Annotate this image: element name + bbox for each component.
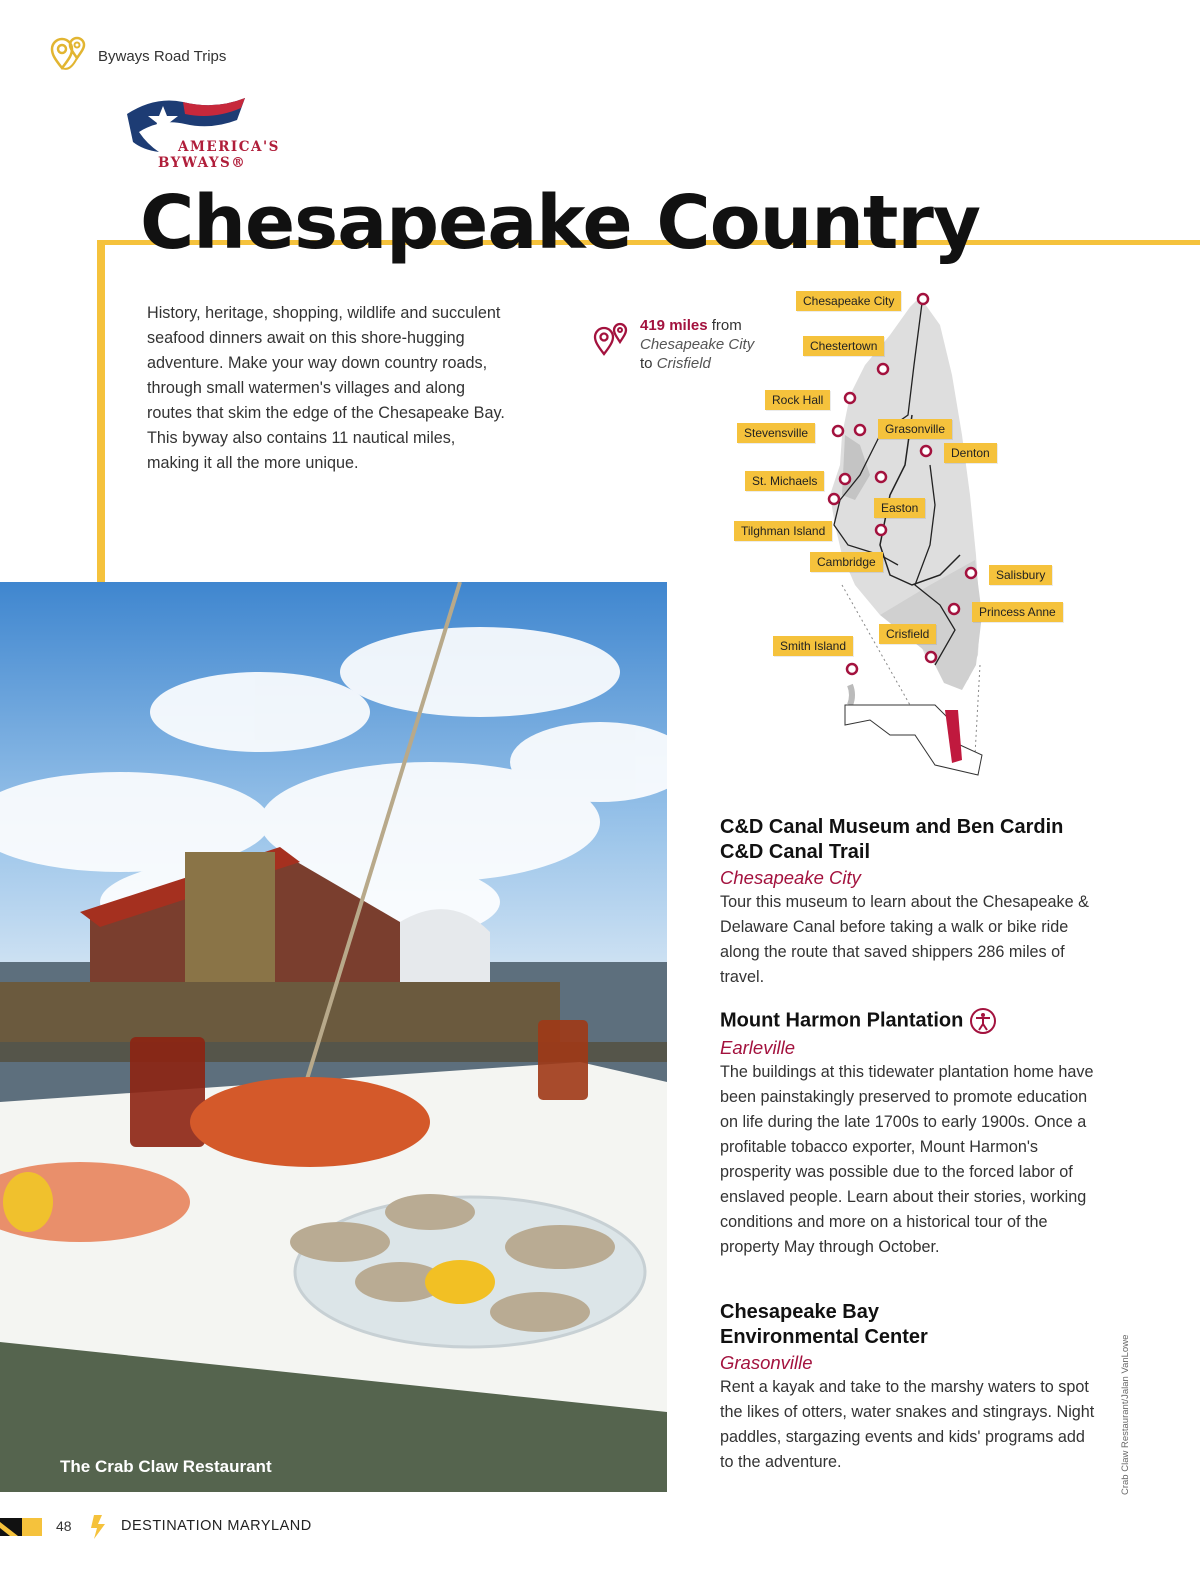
attraction-text: Tour this museum to learn about the Chesapeake & Delaware Canal before taking a walk or bike ride along the route that saved shippers 286 miles of travel. bbox=[720, 893, 1089, 986]
map-pin bbox=[833, 426, 843, 436]
distance-miles: 419 miles bbox=[640, 317, 708, 334]
distance-to: to bbox=[640, 355, 653, 372]
photo-credit: Crab Claw Restaurant/Jalan VanLowe bbox=[1120, 1334, 1131, 1495]
section-label: Byways Road Trips bbox=[98, 48, 227, 65]
map-label-st-michaels: St. Michaels bbox=[745, 471, 824, 491]
attraction-town: Grasonville bbox=[720, 1352, 813, 1373]
map-label-rock-hall: Rock Hall bbox=[765, 390, 830, 410]
map-pin bbox=[926, 652, 936, 662]
map-pin bbox=[921, 446, 931, 456]
distance-start: Chesapeake City bbox=[640, 336, 755, 353]
attraction-text: Rent a kayak and take to the marshy waters to spot the likes of otters, water snakes and stingrays. Night paddles, stargazing events and kids' programs add to the adventure. bbox=[720, 1378, 1095, 1471]
map-pin bbox=[876, 472, 886, 482]
page-title: Chesapeake Country bbox=[140, 180, 981, 266]
distance-from: from bbox=[711, 317, 742, 334]
map-label-salisbury: Salisbury bbox=[989, 565, 1052, 585]
distance-end: Crisfield bbox=[656, 355, 711, 372]
attraction-title: Chesapeake Bay Environmental Center bbox=[720, 1301, 928, 1348]
map-pin bbox=[840, 474, 850, 484]
attraction-title: C&D Canal Museum and Ben Cardin C&D Canal Trail bbox=[720, 816, 1064, 863]
map-pin bbox=[847, 664, 857, 674]
map-label-smith-island: Smith Island bbox=[773, 636, 853, 656]
accent-frame-left bbox=[97, 240, 105, 582]
map-pin bbox=[876, 525, 886, 535]
map-pin bbox=[829, 494, 839, 504]
attraction-entry bbox=[720, 815, 1100, 990]
magazine-name: DESTINATION MARYLAND bbox=[121, 1518, 312, 1534]
attraction-entry bbox=[720, 1300, 1100, 1475]
map-pins-icon bbox=[48, 34, 90, 76]
maryland-flag-icon bbox=[0, 1518, 42, 1536]
crab-claw-photo bbox=[0, 582, 667, 1492]
logo-line1: AMERICA'S bbox=[178, 139, 280, 155]
attraction-entry bbox=[720, 1007, 1100, 1260]
map-pins bbox=[730, 285, 1060, 785]
page-number: 48 bbox=[56, 1518, 72, 1534]
map-pin bbox=[855, 425, 865, 435]
map-label-stevensville: Stevensville bbox=[737, 423, 815, 443]
map-pin bbox=[845, 393, 855, 403]
map-label-crisfield: Crisfield bbox=[879, 624, 936, 644]
route-map bbox=[730, 285, 1060, 785]
logo-line2: BYWAYS® bbox=[158, 155, 247, 171]
map-pin bbox=[918, 294, 928, 304]
map-label-tilghman-island: Tilghman Island bbox=[734, 521, 832, 541]
attraction-town: Chesapeake City bbox=[720, 867, 861, 888]
accessibility-icon bbox=[969, 1007, 997, 1035]
attraction-title: Mount Harmon Plantation bbox=[720, 1009, 964, 1032]
map-pin bbox=[966, 568, 976, 578]
route-pins-icon bbox=[592, 320, 632, 362]
attraction-text: The buildings at this tidewater plantation home have been painstakingly preserved to promote education on life during the late 1700s to early 1900s. Once a profitable tobacco exporter, Mount Harmon's prosperity was possible due to the forced labor of enslaved people. Learn about their stories, working conditions and more on a historical tour of the property May through October. bbox=[720, 1063, 1094, 1256]
logo-text bbox=[158, 139, 280, 171]
map-label-chestertown: Chestertown bbox=[803, 336, 884, 356]
map-pin bbox=[878, 364, 888, 374]
photo-illustration bbox=[0, 582, 667, 1492]
map-label-princess-anne: Princess Anne bbox=[972, 602, 1063, 622]
intro-paragraph: History, heritage, shopping, wildlife and succulent seafood dinners await on this shore-hugging adventure. Make your way down country roads, through small watermen's villages and along routes that skim the edge of the Chesapeake Bay. This byway also contains 11 nautical miles, making it all the more unique. bbox=[147, 304, 505, 472]
bolt-icon bbox=[90, 1515, 108, 1539]
photo-caption: The Crab Claw Restaurant bbox=[60, 1457, 272, 1476]
map-label-chesapeake-city: Chesapeake City bbox=[796, 291, 901, 311]
map-label-grasonville: Grasonville bbox=[878, 419, 952, 439]
map-label-easton: Easton bbox=[874, 498, 925, 518]
map-pin bbox=[949, 604, 959, 614]
attraction-town: Earleville bbox=[720, 1037, 796, 1058]
map-label-cambridge: Cambridge bbox=[810, 552, 883, 572]
map-label-denton: Denton bbox=[944, 443, 997, 463]
